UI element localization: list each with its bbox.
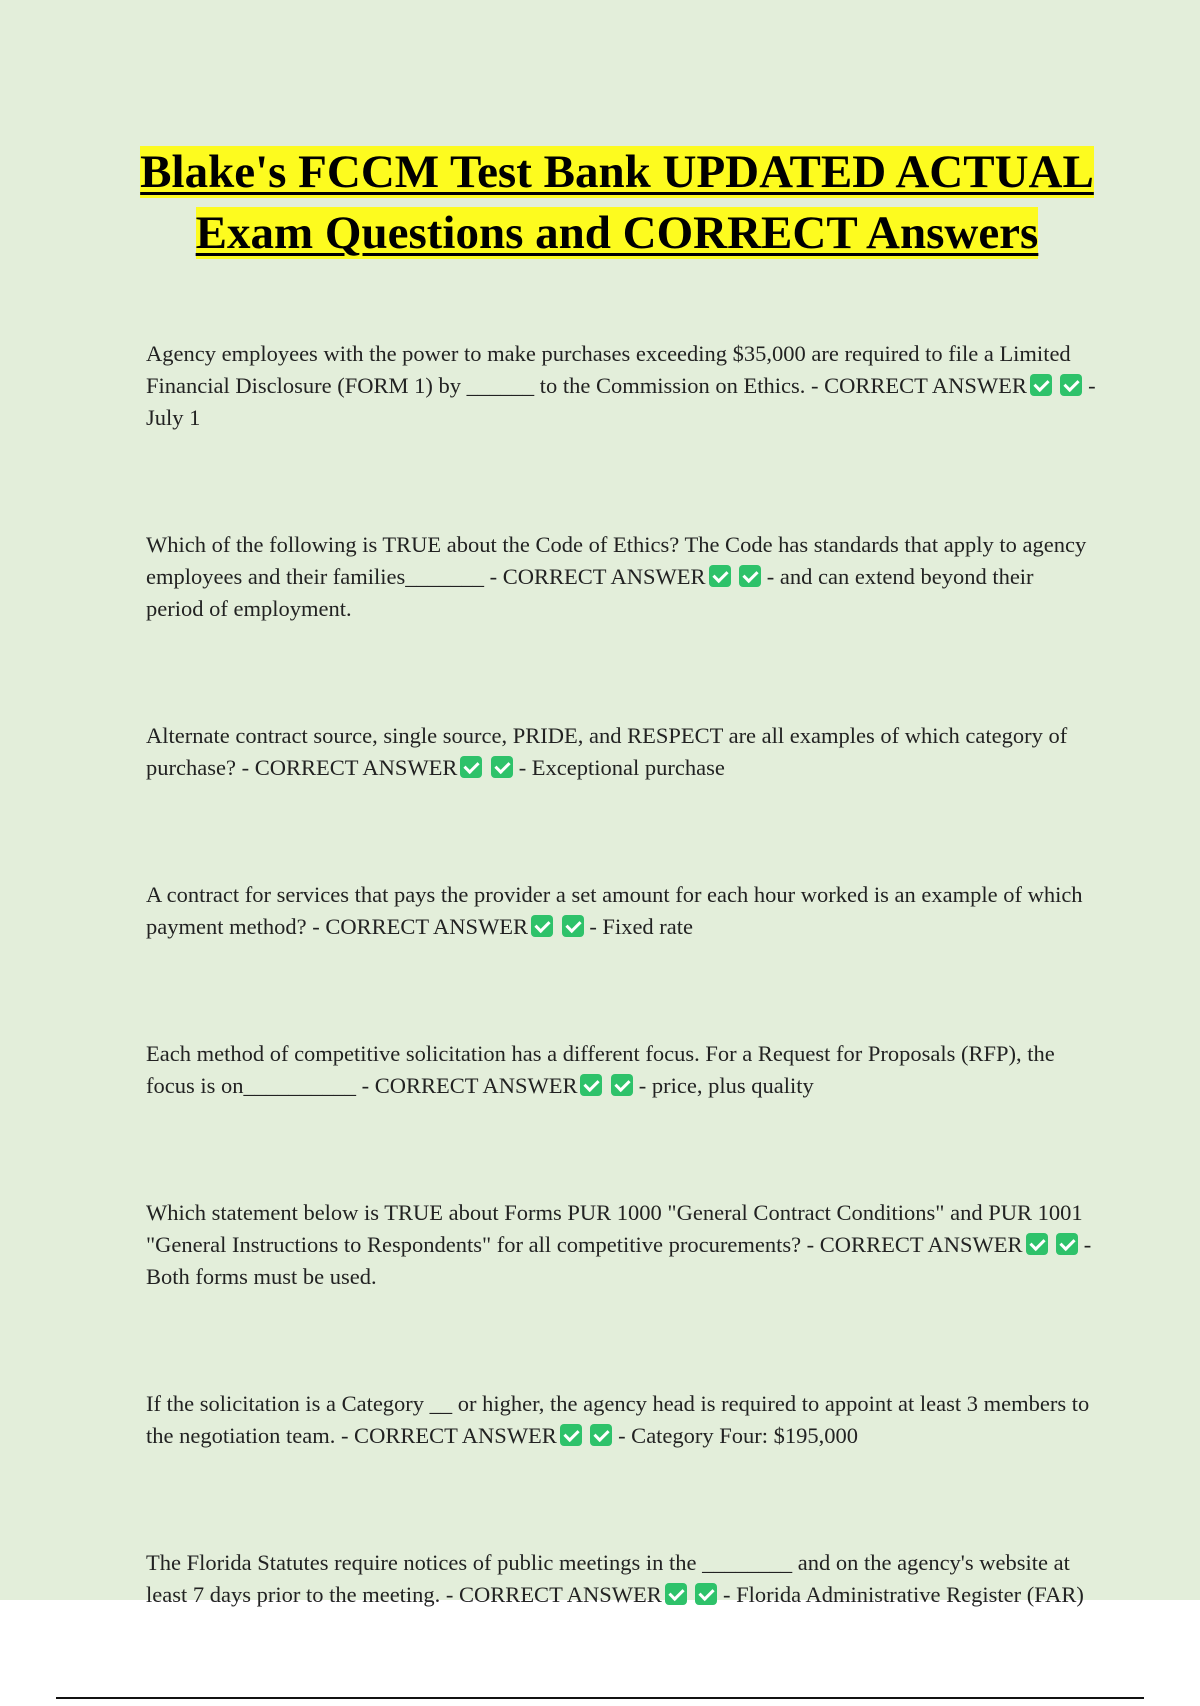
qa-list <box>146 338 1096 1706</box>
qa-item <box>146 338 1096 434</box>
check-square-icon <box>491 756 513 778</box>
document-title <box>100 142 1134 264</box>
check-square-icon <box>562 915 584 937</box>
check-square-icon <box>695 1583 717 1605</box>
answer-text: - price, plus quality <box>633 1073 814 1098</box>
question-text: Each method of competitive solicitation has a different focus. For a Request for Proposals (RFP), the focus is on__________ - CORRECT ANSWER <box>146 1041 1055 1098</box>
footer-divider <box>56 1697 1144 1699</box>
qa-item <box>146 1547 1096 1611</box>
check-square-icon <box>1056 1233 1078 1255</box>
answer-text: - Florida Administrative Register (FAR) <box>717 1582 1084 1607</box>
check-square-icon <box>590 1424 612 1446</box>
answer-text: - Fixed rate <box>583 914 694 939</box>
check-square-icon <box>460 756 482 778</box>
answer-text: - Category Four: $195,000 <box>612 1423 859 1448</box>
question-text: The Florida Statutes require notices of public meetings in the ________ and on the agency's website at least 7 days prior to the meeting. - CORRECT ANSWER <box>146 1550 1070 1607</box>
answer-text: - Both forms must be used. <box>146 1232 1092 1289</box>
question-text: Alternate contract source, single source, PRIDE, and RESPECT are all examples of which category of purchase? - CORRECT ANSWER <box>146 723 1068 780</box>
answer-text: - July 1 <box>146 373 1096 430</box>
question-text: If the solicitation is a Category __ or higher, the agency head is required to appoint at least 3 members to the negotiation team. - CORRECT ANSWER <box>146 1391 1090 1448</box>
check-square-icon <box>531 915 553 937</box>
document-title-text: Blake's FCCM Test Bank UPDATED ACTUAL Exam Questions and CORRECT Answers <box>140 146 1094 259</box>
check-square-icon <box>1026 1233 1048 1255</box>
answer-text: - Exceptional purchase <box>513 755 725 780</box>
check-square-icon <box>580 1074 602 1096</box>
check-square-icon <box>739 565 761 587</box>
check-square-icon <box>1060 374 1082 396</box>
check-square-icon <box>1030 374 1052 396</box>
qa-item <box>146 1388 1096 1452</box>
qa-item <box>146 1038 1096 1102</box>
qa-item <box>146 529 1096 625</box>
answer-text: - and can extend beyond their period of employment. <box>146 564 1034 621</box>
check-square-icon <box>709 565 731 587</box>
question-text: Which of the following is TRUE about the Code of Ethics? The Code has standards that apply to agency employees and their families_______ - CORRECT ANSWER <box>146 532 1087 589</box>
check-square-icon <box>560 1424 582 1446</box>
question-text: Which statement below is TRUE about Forms PUR 1000 "General Contract Conditions" and PUR 1001 "General Instructions to Respondents" for all competitive procurements? - CORRECT ANSWER <box>146 1200 1083 1257</box>
question-text: Agency employees with the power to make purchases exceeding $35,000 are required to file a Limited Financial Disclosure (FORM 1) by ______ to the Commission on Ethics. - CORRECT ANSWER <box>146 341 1071 398</box>
qa-item <box>146 879 1096 943</box>
qa-item <box>146 720 1096 784</box>
check-square-icon <box>665 1583 687 1605</box>
qa-item <box>146 1197 1096 1293</box>
check-square-icon <box>611 1074 633 1096</box>
question-text: A contract for services that pays the provider a set amount for each hour worked is an example of which payment method? - CORRECT ANSWER <box>146 882 1083 939</box>
